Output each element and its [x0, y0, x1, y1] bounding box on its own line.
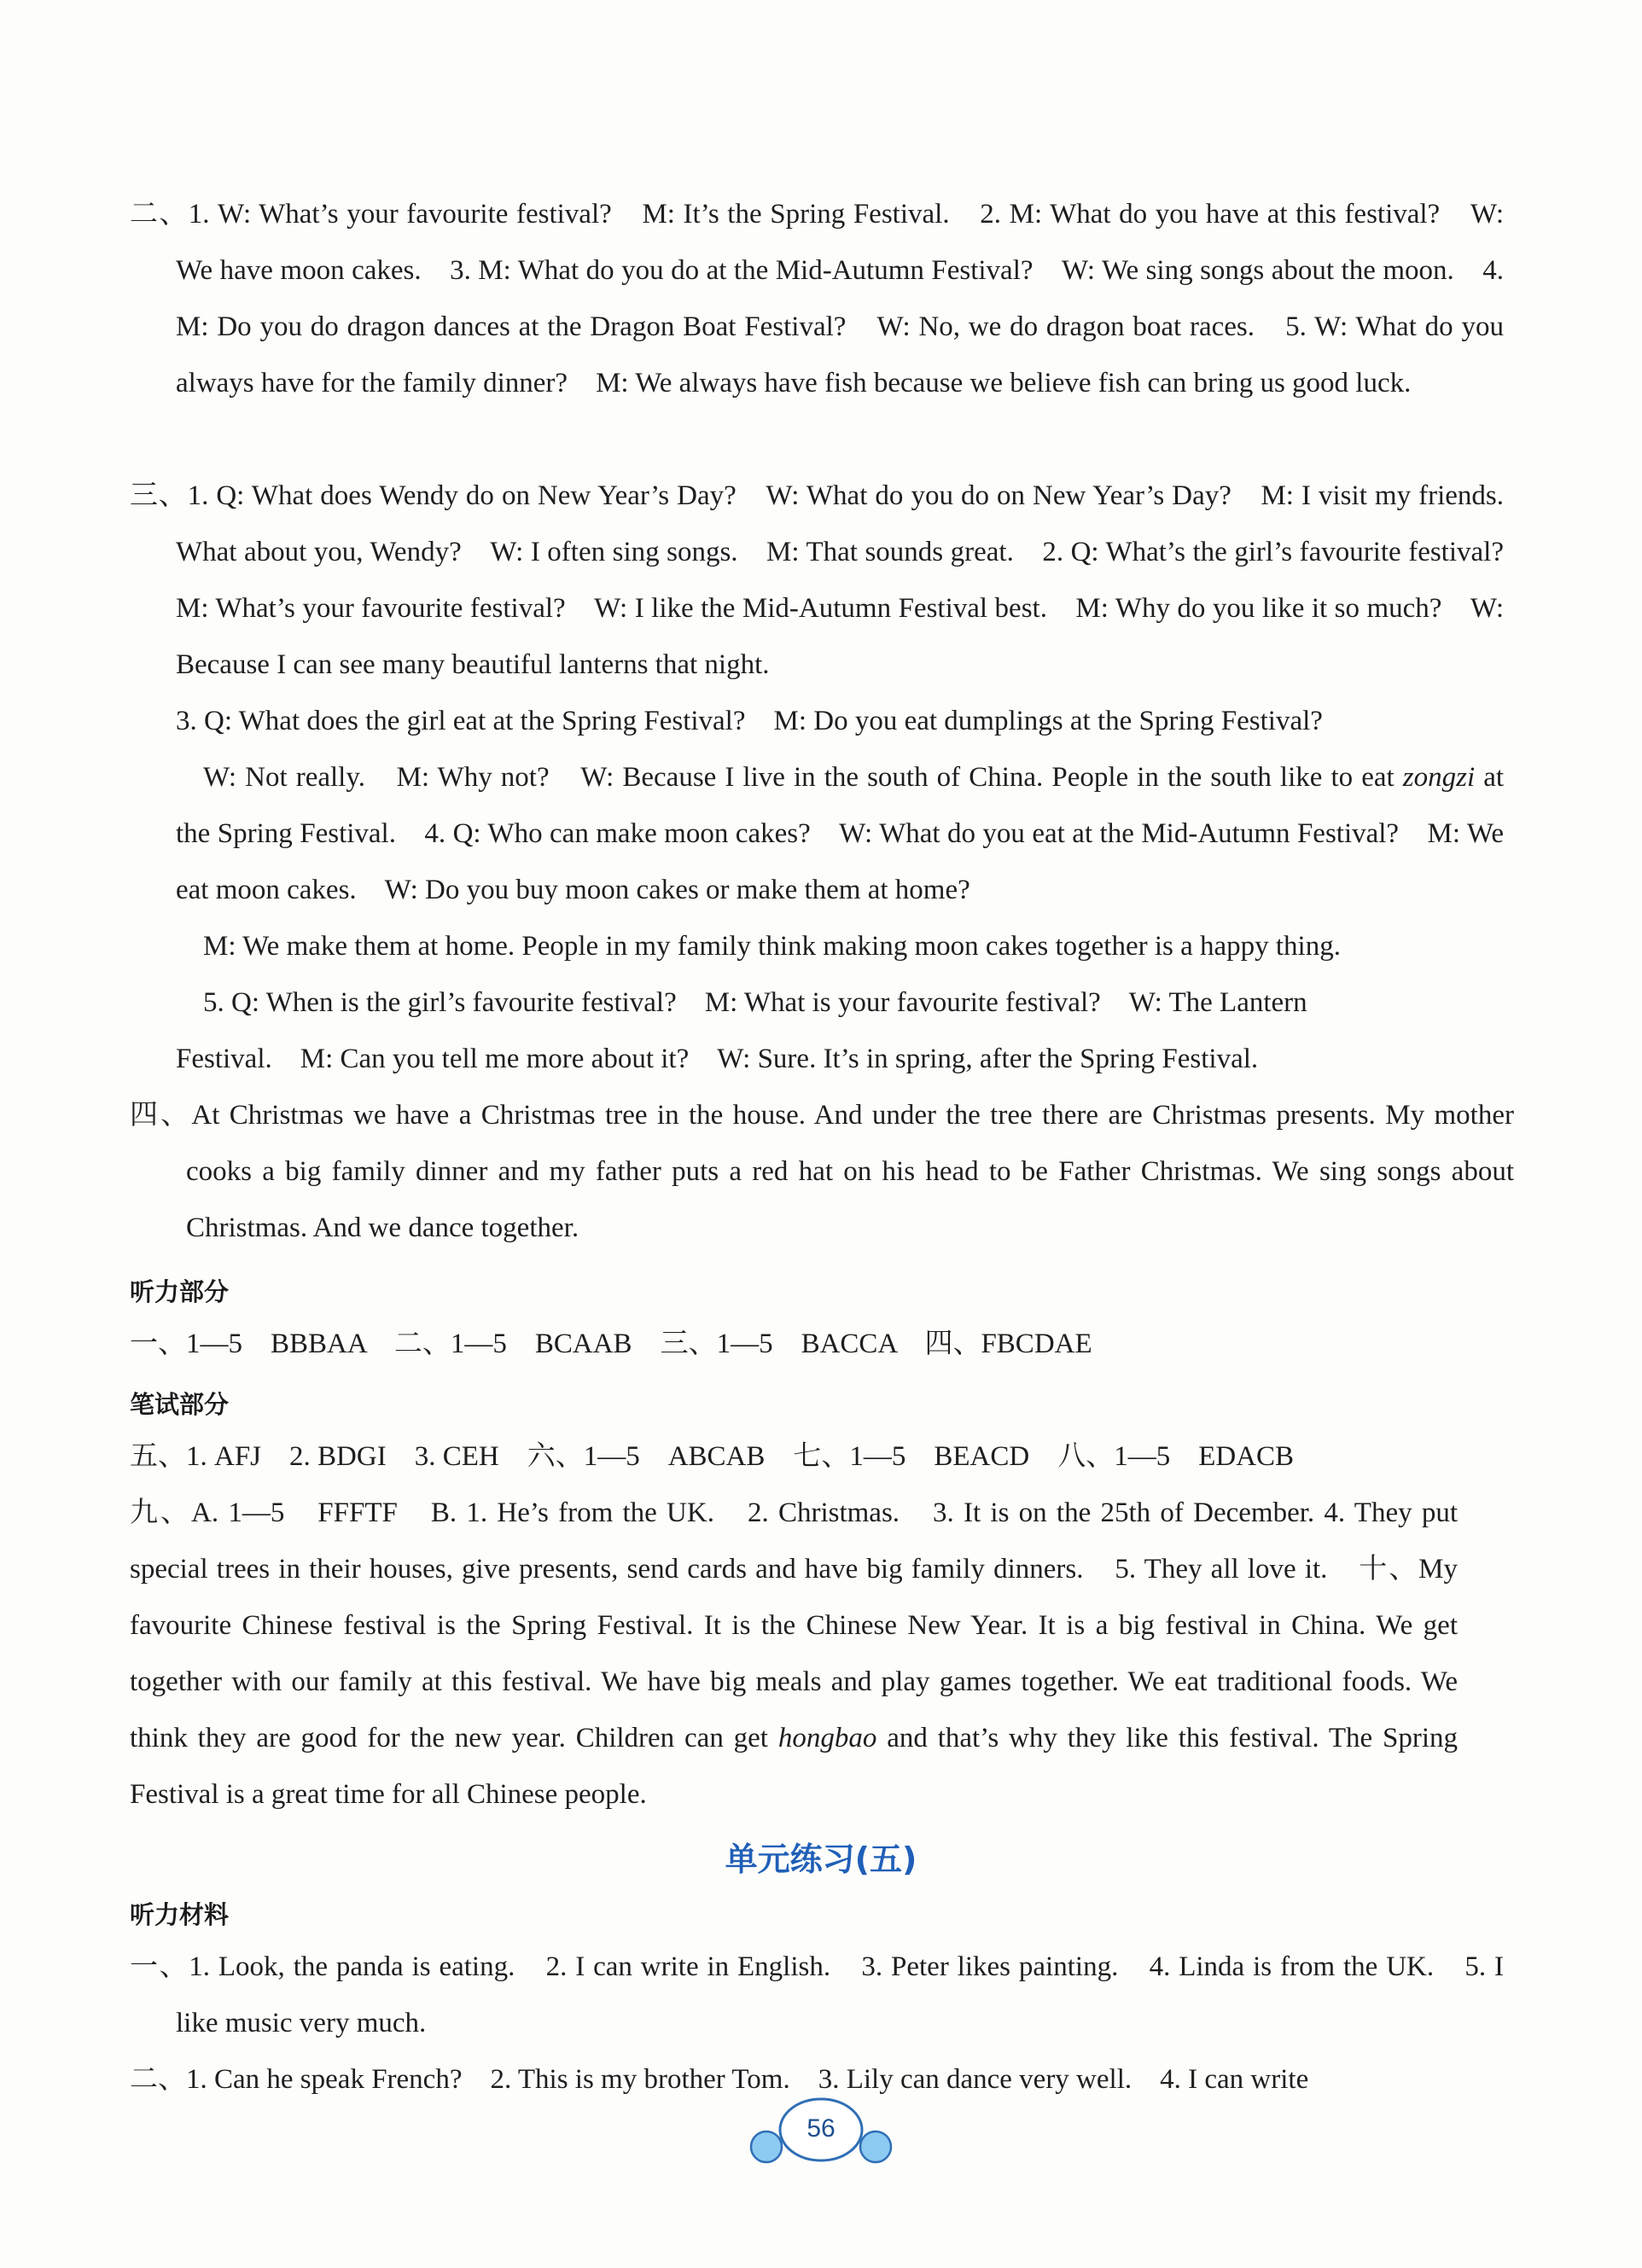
section-3-q3-q4-script [130, 749, 1504, 918]
section-2-listening-script: 二、1. W: What’s your favourite festival? M: It’s the Spring Festival. 2. M: What do you have at this festival? W: We have moon cakes. 3. M: What do you do at the Mid-Autumn Festival? W: We sing songs about the moon. 4. M: Do you do dragon dances at the Dragon Boat Festival? W: No, we do dragon boat races. 5. W: What do you always have for the family dinner? M: We always have fish because we believe fish can bring us good luck. [130, 199, 1504, 398]
unit-section-2-script: 二、1. Can he speak French? 2. This is my brother Tom. 3. Lily can dance very well. 4. I can write [130, 2064, 1309, 2095]
listening-heading: 听力部分 [130, 1277, 230, 1306]
listening-answers: 一、1—5 BBBAA 二、1—5 BCAAB 三、1—5 BACCA 四、FBCDAE [130, 1329, 1092, 1359]
listening-material-heading: 听力材料 [130, 1900, 230, 1929]
section-3-q5-line: 5. Q: When is the girl’s favourite festival? M: What is your favourite festival? W: The Lantern [203, 987, 1307, 1018]
written-answers-9-10 [130, 1485, 1458, 1823]
section-3-listening-script: 三、1. Q: What does Wendy do on New Year’s Day? W: What do you do on New Year’s Day? M: I visit my friends. What about you, Wendy? W: I often sing songs. M: That sounds great. 2. Q: What’s the girl’s favourite festival? M: What’s your favourite festival? W: I like the Mid-Autumn Festival best. M: Why do you like it so much? W: Because I can see many beautiful lanterns that night. [130, 480, 1532, 680]
written-answers-line-1: 五、1. AFJ 2. BDGI 3. CEH 六、1—5 ABCAB 七、1—5 BEACD 八、1—5 EDACB [130, 1441, 1295, 1472]
page-number-badge [742, 2092, 900, 2178]
unit-section-1-script: 一、1. Look, the panda is eating. 2. I can write in English. 3. Peter likes painting. 4. Linda is from the UK. 5. I like music very much. [130, 1951, 1504, 2038]
section-3-q3-line: 3. Q: What does the girl eat at the Spring Festival? M: Do you eat dumplings at the Spring Festival? [176, 706, 1323, 736]
page-number: 56 [806, 2114, 836, 2143]
unit-title: 单元练习(五) [725, 1841, 917, 1878]
section-3-q4-answer: M: We make them at home. People in my family think making moon cakes together is a happy thing. [203, 931, 1341, 962]
section-3-q5-line-2: Festival. M: Can you tell me more about it? W: Sure. It’s in spring, after the Spring Festival. [176, 1044, 1259, 1074]
q3-text-b: at the Spring Festival. 4. Q: Who can make moon cakes? W: What do you eat at the Mid-Autumn Festival? M: We eat moon cakes. W: Do you buy moon cakes or make them at home? [176, 762, 1505, 905]
q3-text-a: W: Not really. M: Why not? W: Because I live in the south of China. People in the south like to eat [203, 762, 1395, 793]
hongbao-word: hongbao [777, 1723, 877, 1753]
section-4-passage: 四、At Christmas we have a Christmas tree in the house. And under the tree there are Christmas presents. My mother cooks a big family dinner and my father puts a red hat on his head to be Father Christmas. We sing songs about Christmas. And we dance together. [130, 1100, 1514, 1243]
answers-9-10-text-a: 九、A. 1—5 FFFTF B. 1. He’s from the UK. 2. Christmas. 3. It is on the 25th of December. 4. They put special trees in their houses, give presents, send cards and have big family dinners. 5. They all love it. 十、My favourite Chinese festival is the Spring Festival. It is the Chinese New Year. It is a big festival in China. We get together with our family at this festival. We have big meals and play games together. We eat traditional foods. We think they are good for the new year. Children can get [130, 1497, 1458, 1753]
written-heading: 笔试部分 [130, 1390, 230, 1419]
answers-9-10-text-b: and that’s why they like this festival. The Spring Festival is a great time for all Chinese people. [130, 1723, 1459, 1810]
zongzi-word: zongzi [1402, 762, 1476, 793]
